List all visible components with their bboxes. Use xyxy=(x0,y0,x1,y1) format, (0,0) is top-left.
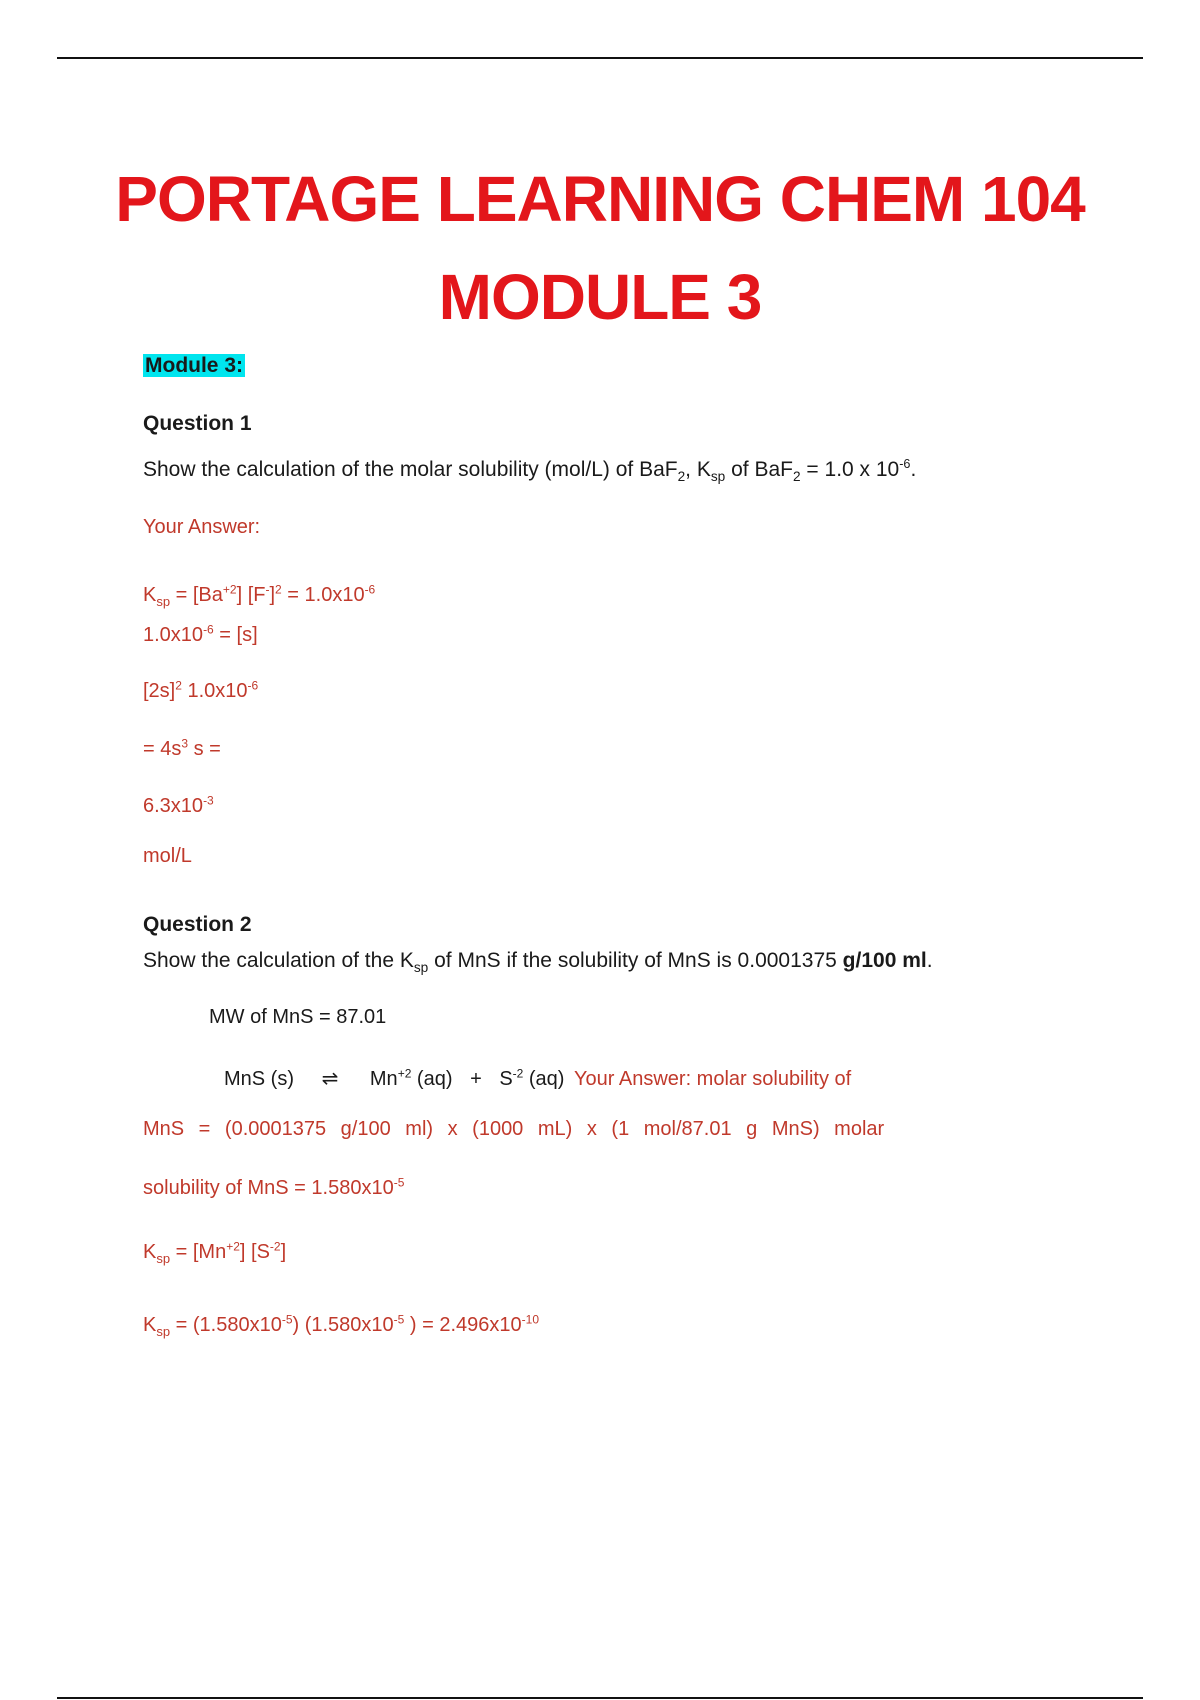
eq-text: S xyxy=(499,1068,513,1090)
prompt-text: . xyxy=(910,458,917,481)
prompt-text: of MnS if the solubility of MnS is 0.0001375 xyxy=(428,949,843,972)
eq-sup: -5 xyxy=(281,1312,293,1327)
eq-text: ] [S xyxy=(239,1241,270,1263)
eq-text: MnS (s) xyxy=(224,1068,294,1090)
eq-text: Mn xyxy=(369,1068,398,1090)
eq-text: ] xyxy=(269,584,276,606)
ksp-calculation xyxy=(143,1314,539,1337)
question-2-heading: Question 2 xyxy=(143,913,252,936)
eq-text: = [Ba xyxy=(170,584,223,606)
prompt-bold: g/100 ml xyxy=(842,949,927,972)
eq-text: K xyxy=(143,1241,157,1263)
answer-1-line-5 xyxy=(143,795,214,818)
bottom-rule xyxy=(57,1697,1143,1699)
eq-sup: -6 xyxy=(203,622,214,637)
prompt-sub: 2 xyxy=(792,469,801,485)
eq-sub: sp xyxy=(156,1324,171,1339)
eq-sub: sp xyxy=(156,1251,171,1266)
eq-sup: 3 xyxy=(181,736,189,751)
module-label-row xyxy=(143,354,245,378)
eq-sup: - xyxy=(265,582,270,597)
prompt-sub: sp xyxy=(413,960,429,976)
eq-sup: -3 xyxy=(203,793,214,808)
eq-sup: -6 xyxy=(247,678,259,693)
eq-sup: -2 xyxy=(269,1239,281,1254)
answer-1-line-6: mol/L xyxy=(143,845,192,867)
eq-text: = (1.580x10 xyxy=(170,1314,282,1336)
eq-text: ] [F xyxy=(236,584,266,606)
eq-sup: +2 xyxy=(397,1066,412,1081)
your-answer-label-2: Your Answer: molar solubility of xyxy=(574,1068,852,1090)
answer-1-line-1 xyxy=(143,584,375,607)
eq-sup: -2 xyxy=(512,1066,524,1081)
eq-text: K xyxy=(143,1314,157,1336)
eq-sup: 2 xyxy=(175,678,182,693)
eq-text: ) (1.580x10 xyxy=(292,1314,394,1336)
answer-2-line-2: MnS = (0.0001375 g/100 ml) x (1000 mL) x (1 mol/87.01 g MnS) molar xyxy=(143,1118,885,1140)
answer-1-line-4 xyxy=(143,738,221,761)
prompt-text: . xyxy=(926,949,933,972)
your-answer-label-1: Your Answer: xyxy=(143,516,261,538)
eq-text: 1.0x10 xyxy=(181,680,248,702)
eq-sup: +2 xyxy=(226,1239,240,1254)
prompt-text: = 1.0 x 10 xyxy=(800,458,900,481)
ksp-expression xyxy=(143,1241,286,1264)
eq-text: K xyxy=(143,584,157,606)
eq-text: (aq) xyxy=(411,1068,453,1090)
eq-sup: 2 xyxy=(275,582,282,597)
eq-text: = 1.0x10 xyxy=(281,584,365,606)
question-1-heading: Question 1 xyxy=(143,412,252,435)
eq-sup: -5 xyxy=(393,1312,405,1327)
prompt-text: , K xyxy=(685,458,711,481)
module-label: Module 3: xyxy=(145,354,243,377)
molecular-weight: MW of MnS = 87.01 xyxy=(209,1006,387,1028)
eq-text: (aq) xyxy=(523,1068,565,1090)
eq-sub: sp xyxy=(156,594,171,609)
eq-text: = [s] xyxy=(213,624,258,646)
eq-text: ) = 2.496x10 xyxy=(404,1314,522,1336)
eq-sup: -6 xyxy=(364,582,376,597)
document-title xyxy=(100,150,1100,346)
equilibrium-arrow-icon: ⇌ xyxy=(321,1068,339,1090)
eq-sup: +2 xyxy=(222,582,237,597)
eq-text: s = xyxy=(188,738,221,760)
eq-sup: -5 xyxy=(393,1175,405,1190)
question-2-prompt xyxy=(143,949,933,976)
eq-text: 6.3x10 xyxy=(143,795,204,817)
top-rule xyxy=(57,57,1143,59)
prompt-sub: sp xyxy=(710,469,726,485)
question-1-prompt xyxy=(143,457,917,485)
title-line-2: MODULE 3 xyxy=(438,261,762,333)
eq-text: solubility of MnS = 1.580x10 xyxy=(143,1177,394,1199)
answer-1-line-3 xyxy=(143,680,258,703)
dissolution-equation-row xyxy=(224,1066,851,1091)
answer-1-line-2 xyxy=(143,624,258,647)
prompt-text: Show the calculation of the molar solubility (mol/L) of BaF xyxy=(143,458,678,481)
prompt-text: Show the calculation of the K xyxy=(143,949,414,972)
eq-sup: -10 xyxy=(521,1312,539,1327)
eq-text: [2s] xyxy=(143,680,176,702)
prompt-sub: 2 xyxy=(677,469,686,485)
eq-text: ] xyxy=(280,1241,287,1263)
eq-text: 1.0x10 xyxy=(143,624,204,646)
answer-2-line-3 xyxy=(143,1177,404,1200)
eq-text: = 4s xyxy=(143,738,182,760)
prompt-sup: -6 xyxy=(899,457,911,471)
plus-sign: + xyxy=(470,1068,482,1090)
title-line-1: PORTAGE LEARNING CHEM 104 xyxy=(115,163,1085,235)
prompt-text: of BaF xyxy=(725,458,793,481)
eq-text: = [Mn xyxy=(170,1241,227,1263)
